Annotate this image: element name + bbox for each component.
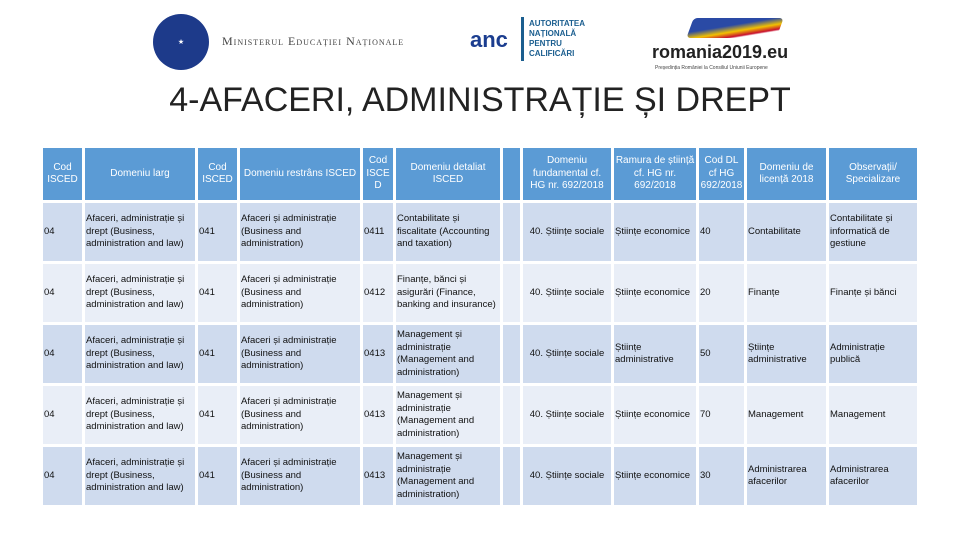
table-header-row xyxy=(42,147,919,202)
table-cell: Științe economice xyxy=(613,446,698,507)
table-cell: 0412 xyxy=(362,263,395,324)
table-cell: 04 xyxy=(42,446,84,507)
romania2019-logo: romania2019.eu xyxy=(652,42,789,62)
table-cell: Științe economice xyxy=(613,263,698,324)
table-cell: 50 xyxy=(698,324,746,385)
table-cell: 30 xyxy=(698,446,746,507)
table-cell: 041 xyxy=(197,446,239,507)
table-cell: Management xyxy=(746,385,828,446)
table-cell: Afaceri și administrație (Business and administration) xyxy=(239,446,362,507)
anc-logo-text: AUTORITATEA NAȚIONALĂ PENTRU CALIFICĂRI xyxy=(529,19,585,58)
page-title: 4-AFACERI, ADMINISTRAȚIE ȘI DREPT xyxy=(169,81,791,119)
table-cell: 04 xyxy=(42,385,84,446)
column-header: Cod ISCED xyxy=(362,147,395,202)
column-header: Domeniu detaliat ISCED xyxy=(395,147,502,202)
table-cell: Afaceri și administrație (Business and administration) xyxy=(239,385,362,446)
column-header: Domeniu larg xyxy=(84,147,197,202)
table-cell: 041 xyxy=(197,385,239,446)
table-cell: Afaceri și administrație (Business and administration) xyxy=(239,324,362,385)
table-cell xyxy=(502,385,522,446)
table-cell: 40. Științe sociale xyxy=(522,263,613,324)
table-cell: 04 xyxy=(42,263,84,324)
table-cell: 041 xyxy=(197,263,239,324)
header-logos xyxy=(0,0,960,80)
table-row xyxy=(42,385,919,446)
anc-divider xyxy=(521,17,524,61)
table-row xyxy=(42,324,919,385)
table-cell: Științe economice xyxy=(613,385,698,446)
table-cell: Management xyxy=(828,385,919,446)
romania2019-subtitle: Președinția României la Consiliul Uniunii Europene xyxy=(655,65,768,71)
table-cell: Finanțe, bănci și asigurări (Finance, banking and insurance) xyxy=(395,263,502,324)
table-cell: 40. Științe sociale xyxy=(522,385,613,446)
column-header xyxy=(502,147,522,202)
table-cell: Afaceri, administrație și drept (Business, administration and law) xyxy=(84,446,197,507)
isced-table xyxy=(40,145,920,508)
table-cell: Finanțe și bănci xyxy=(828,263,919,324)
column-header: Ramura de știință cf. HG nr. 692/2018 xyxy=(613,147,698,202)
table-cell: Management și administrație (Management and administration) xyxy=(395,385,502,446)
table-cell: 0413 xyxy=(362,324,395,385)
table-row xyxy=(42,263,919,324)
column-header: Domeniu de licență 2018 xyxy=(746,147,828,202)
table-cell: Administrație publică xyxy=(828,324,919,385)
table-cell: Administrarea afacerilor xyxy=(746,446,828,507)
table-cell: 041 xyxy=(197,202,239,263)
table-cell: Contabilitate și informatică de gestiune xyxy=(828,202,919,263)
table-cell: Științe administrative xyxy=(746,324,828,385)
column-header: Domeniu restrâns ISCED xyxy=(239,147,362,202)
ministry-logo-text: Ministerul Educației Naționale xyxy=(222,34,405,48)
column-header: Domeniu fundamental cf. HG nr. 692/2018 xyxy=(522,147,613,202)
table-cell: Contabilitate xyxy=(746,202,828,263)
table-cell: Afaceri, administrație și drept (Business, administration and law) xyxy=(84,202,197,263)
table-cell xyxy=(502,202,522,263)
table-cell: 20 xyxy=(698,263,746,324)
column-header: Observații/ Specializare xyxy=(828,147,919,202)
table-cell: Management și administrație (Management and administration) xyxy=(395,324,502,385)
table-cell: 40. Științe sociale xyxy=(522,324,613,385)
romania2019-flag-logo xyxy=(686,18,783,38)
table-cell: Afaceri, administrație și drept (Business, administration and law) xyxy=(84,324,197,385)
table-cell: 40 xyxy=(698,202,746,263)
table-row xyxy=(42,202,919,263)
table-cell xyxy=(502,263,522,324)
table-cell xyxy=(502,324,522,385)
table-cell: 40. Științe sociale xyxy=(522,202,613,263)
table-row xyxy=(42,446,919,507)
table-cell: 0413 xyxy=(362,446,395,507)
anc-logo: anc xyxy=(470,27,508,52)
table-cell: Afaceri și administrație (Business and administration) xyxy=(239,263,362,324)
government-seal-logo: ★ xyxy=(153,14,209,70)
table-cell: Contabilitate și fiscalitate (Accounting and taxation) xyxy=(395,202,502,263)
table-cell: Afaceri, administrație și drept (Business, administration and law) xyxy=(84,385,197,446)
column-header: Cod ISCED xyxy=(197,147,239,202)
column-header: Cod ISCED xyxy=(42,147,84,202)
table-cell: 04 xyxy=(42,324,84,385)
table-cell xyxy=(502,446,522,507)
table-cell: 04 xyxy=(42,202,84,263)
table-cell: 041 xyxy=(197,324,239,385)
table-cell: Științe economice xyxy=(613,202,698,263)
table-cell: Afaceri, administrație și drept (Business, administration and law) xyxy=(84,263,197,324)
table-cell: 70 xyxy=(698,385,746,446)
table-cell: Management și administrație (Management and administration) xyxy=(395,446,502,507)
table-cell: 0411 xyxy=(362,202,395,263)
table-cell: Științe administrative xyxy=(613,324,698,385)
table-cell: Afaceri și administrație (Business and administration) xyxy=(239,202,362,263)
table-cell: Administrarea afacerilor xyxy=(828,446,919,507)
column-header: Cod DL cf HG 692/2018 xyxy=(698,147,746,202)
table-cell: 40. Științe sociale xyxy=(522,446,613,507)
table-cell: Finanțe xyxy=(746,263,828,324)
table-cell: 0413 xyxy=(362,385,395,446)
